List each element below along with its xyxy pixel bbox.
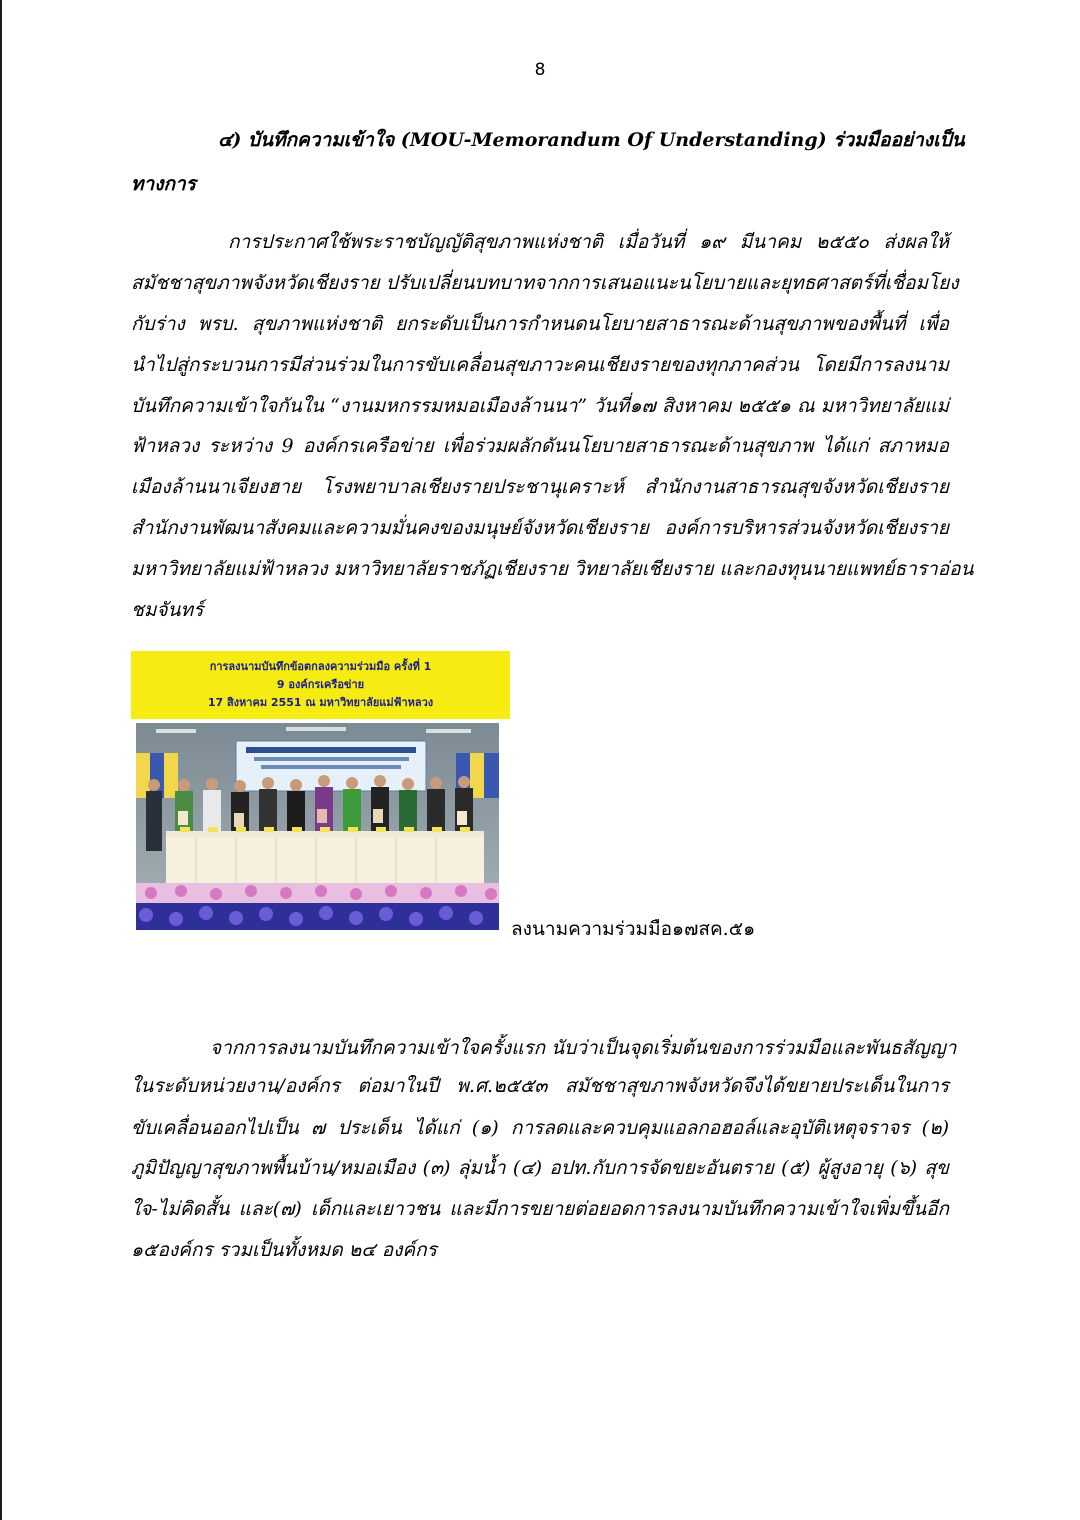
- paragraph-1-line: ฟ้าหลวง ระหว่าง 9 องค์กรเครือข่าย เพื่อร่วมผลักดันนโยบายสาธารณะด้านสุขภาพ ได้แก่ สภาหมอ: [131, 435, 949, 457]
- paragraph-1-line: ชมจันทร์: [131, 599, 204, 621]
- paragraph-1-line: การประกาศใช้พระราชบัญญัติสุขภาพแห่งชาติ เมื่อวันที่ ๑๙ มีนาคม ๒๕๕๐ ส่งผลให้: [228, 231, 949, 253]
- paragraph-2-line: ภูมิปัญญาสุขภาพพื้นบ้าน/หมอเมือง (๓) ลุ่มน้ำ (๔) อปท.กับการจัดขยะอันตราย (๕) ผู้สูงอายุ (๖) สุข: [131, 1157, 949, 1179]
- paragraph-1-line: บันทึกความเข้าใจกันใน “งานมหกรรมหมอเมืองล้านนา” วันที่๑๗ สิงหาคม ๒๕๕๑ ณ มหาวิทยาลัยแม่: [131, 395, 949, 417]
- page-number: 8: [534, 60, 546, 80]
- section-heading: ๔) บันทึกความเข้าใจ (MOU-Memorandum Of Understanding) ร่วมมืออย่างเป็น: [218, 129, 965, 151]
- page-border: [0, 0, 2, 1520]
- section-heading-continued: ทางการ: [131, 173, 196, 195]
- banner-title: การลงนามบันทึกข้อตกลงความร่วมมือ ครั้งที่ 1: [209, 660, 432, 673]
- paragraph-2-line: ขับเคลื่อนออกไปเป็น ๗ ประเด็น ได้แก่ (๑) การลดและควบคุมแอลกอฮอล์และอุบัติเหตุจราจร (๒): [131, 1117, 949, 1139]
- paragraph-1-line: เมืองล้านนาเจียงฮาย โรงพยาบาลเชียงรายประชานุเคราะห์ สำนักงานสาธารณสุขจังหวัดเชียงราย: [131, 476, 949, 498]
- ceremony-image: [136, 723, 499, 930]
- paragraph-2-line: ในระดับหน่วยงาน/องค์กร ต่อมาในปี พ.ศ.๒๕๕๓ สมัชชาสุขภาพจังหวัดจึงได้ขยายประเด็นในการ: [131, 1075, 949, 1097]
- paragraph-1-line: กับร่าง พรบ. สุขภาพแห่งชาติ ยกระดับเป็นการกำหนดนโยบายสาธารณะด้านสุขภาพของพื้นที่ เพื่อ: [131, 313, 949, 335]
- paragraph-2-line: ใจ-ไม่คิดสั้น และ(๗) เด็กและเยาวชน และมีการขยายต่อยอดการลงนามบันทึกความเข้าใจเพิ่มขึ้นอีก: [131, 1198, 949, 1220]
- paragraph-2-line: ๑๕องค์กร รวมเป็นทั้งหมด ๒๔ องค์กร: [131, 1239, 437, 1261]
- banner-subtitle: 9 องค์กรเครือข่าย: [276, 678, 365, 691]
- banner-date: 17 สิงหาคม 2551 ณ มหาวิทยาลัยแม่ฟ้าหลวง: [207, 696, 434, 709]
- photo-caption: ลงนามความร่วมมือ๑๗สค.๕๑: [511, 918, 756, 940]
- paragraph-1-line: มหาวิทยาลัยแม่ฟ้าหลวง มหาวิทยาลัยราชภัฏเชียงราย วิทยาลัยเชียงราย และกองทุนนายแพทย์ธาราอ่อน: [131, 558, 974, 580]
- paragraph-1-line: สมัชชาสุขภาพจังหวัดเชียงราย ปรับเปลี่ยนบทบาทจากการเสนอแนะนโยบายและยุทธศาสตร์ที่เชื่อมโยง: [131, 272, 959, 294]
- signing-photo: [131, 651, 510, 930]
- paragraph-1-line: นำไปสู่กระบวนการมีส่วนร่วมในการขับเคลื่อนสุขภาวะคนเชียงรายของทุกภาคส่วน โดยมีการลงนาม: [131, 354, 949, 376]
- paragraph-1-line: สำนักงานพัฒนาสังคมและความมั่นคงของมนุษย์จังหวัดเชียงราย องค์การบริหารส่วนจังหวัดเชียงราย: [131, 517, 949, 539]
- paragraph-2-line: จากการลงนามบันทึกความเข้าใจครั้งแรก นับว่าเป็นจุดเริ่มต้นของการร่วมมือและพันธสัญญา: [210, 1037, 957, 1059]
- photo-banner: [131, 651, 510, 719]
